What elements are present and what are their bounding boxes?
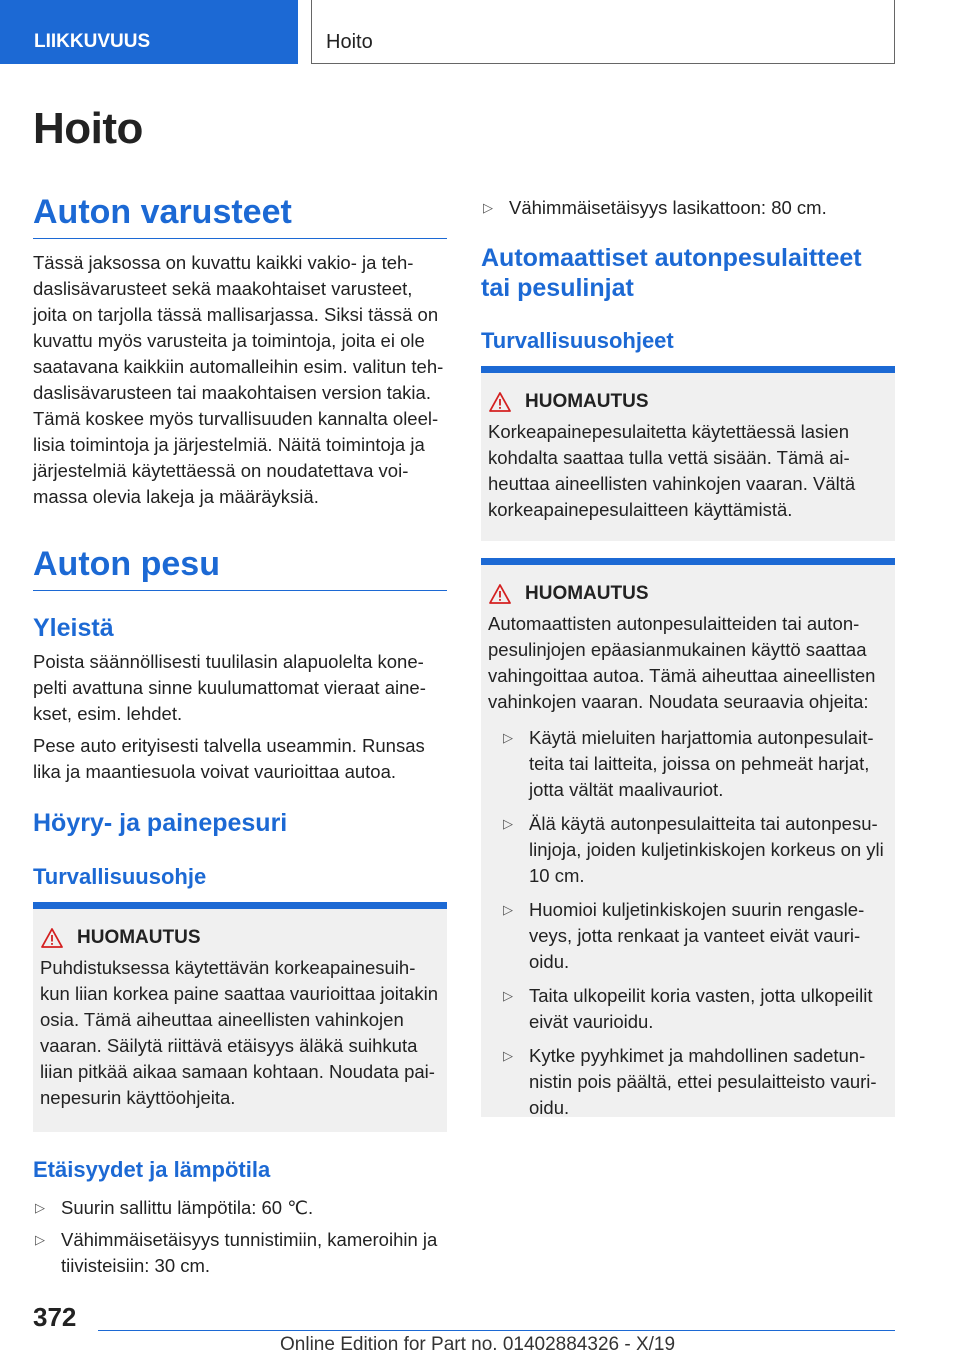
chapter-tab: LIIKKUVUUS (0, 0, 298, 64)
triangle-bullet-icon: ▷ (483, 200, 493, 215)
warning-note-automatic-wash (481, 558, 895, 1117)
paragraph-equipment: Tässä jaksossa on kuvattu kaikki vakio- ja tehdaslisävarusteet sekä maakohtaiset varusteet, joita on tarjolla tässä mallisarjassa. Siksi tässä on kuvattu myös varusteita ja toimintoja, joita ei ole saatavana kaikkiin automalleihin esim. valitun tehdaslisävarusteen tai maakohtaisen version takia. Tämä koskee myös turvallisuuden kannalta oleellisia toimintoja ja järjestelmiä. Näitä toimintoja ja järjestelmiä käytettäessä on noudatettava voimassa olevia lakeja ja määräyksiä. (33, 252, 444, 507)
triangle-bullet-icon: ▷ (35, 1232, 45, 1247)
note-label: HUOMAUTUS (77, 927, 201, 948)
list-item (501, 725, 887, 803)
automatic-wash-list (501, 725, 887, 1121)
list-item-text: Vähimmäisetäisyys lasikattoon: 80 cm. (509, 197, 827, 218)
triangle-bullet-icon: ▷ (503, 902, 513, 917)
section-header: Hoito (311, 0, 895, 64)
paragraph-general-2: Pese auto erityisesti talvella useammin. Runsas lika ja maantiesuola voivat vaurioittaa autoa. (33, 735, 425, 782)
heading-safety-notes: Turvallisuusohjeet (481, 328, 674, 353)
warning-note-pressure (33, 902, 447, 1132)
note-header (488, 583, 887, 605)
list-item (33, 1227, 447, 1279)
triangle-bullet-icon: ▷ (503, 816, 513, 831)
list-item-text: Kytke pyyhkimet ja mahdollinen sadetunnistin pois päältä, ettei pesulaitteisto vaurioidu. (529, 1045, 877, 1118)
triangle-bullet-icon: ▷ (503, 988, 513, 1003)
list-item (501, 811, 887, 889)
list-item-text: Käytä mieluiten harjattomia autonpesulaitteita tai laitteita, joissa on pehmeät harjat, jotta vältät maalivauriot. (529, 727, 874, 800)
edition-footer: Online Edition for Part no. 01402884326 - X/19 (280, 1334, 676, 1355)
triangle-bullet-icon: ▷ (503, 1048, 513, 1063)
heading-distances-temperature: Etäisyydet ja lämpötila (33, 1157, 271, 1182)
page-number: 372 (33, 1302, 77, 1332)
heading-equipment: Auton varusteet (33, 193, 447, 239)
note-text: Puhdistuksessa käytettävän korkeapainesuihkun liian korkea paine saattaa vaurioittaa joitakin osia. Tämä aiheuttaa aineellisten vahinkojen vaaran. Säilytä riittävä etäisyys äläkä suihkuta liian pitkää aikaa samaan kohtaan. Noudata painepesurin käyttöohjeita. (40, 957, 438, 1108)
list-item-text: Älä käytä autonpesulaitteita tai autonpesulinjoja, joiden kuljetinkiskojen korkeus on yli 10 cm. (529, 813, 884, 886)
footer-divider (98, 1330, 895, 1331)
list-item-text: Suurin sallittu lämpötila: 60 ℃. (61, 1197, 314, 1218)
list-item (33, 1195, 447, 1221)
heading-steam-pressure-washer: Höyry- ja painepesuri (33, 809, 288, 837)
warning-triangle-icon (489, 584, 511, 604)
warning-note-high-pressure (481, 366, 895, 541)
note-label: HUOMAUTUS (525, 583, 649, 604)
list-item-text: Taita ulkopeilit koria vasten, jotta ulkopeilit eivät vaurioidu. (529, 985, 873, 1032)
heading-safety-note: Turvallisuusohje (33, 864, 207, 889)
heading-general: Yleistä (33, 614, 114, 642)
heading-car-wash: Auton pesu (33, 545, 447, 591)
list-item (501, 897, 887, 975)
heading-automatic-car-wash: Automaattiset autonpesulaitteet tai pesulinjat (481, 244, 862, 302)
note-label: HUOMAUTUS (525, 391, 649, 412)
distance-list (33, 1195, 447, 1285)
glass-roof-list (481, 195, 895, 227)
list-item (481, 195, 895, 221)
note-text: Korkeapainepesulaitetta käytettäessä lasien kohdalta saattaa tulla vettä sisään. Tämä aiheuttaa aineellisten vahinkojen vaaran. Vältä korkeapainepesulaitteen käyttämistä. (488, 421, 856, 520)
warning-triangle-icon (489, 392, 511, 412)
list-item (501, 983, 887, 1035)
warning-triangle-icon (41, 928, 63, 948)
list-item-text: Vähimmäisetäisyys tunnistimiin, kameroihin ja tiivisteisiin: 30 cm. (61, 1229, 438, 1276)
list-item (501, 1043, 887, 1121)
note-text: Automaattisten autonpesulaitteiden tai autonpesulinjojen epäasianmukainen käyttö saattaa vahingoittaa autoa. Tämä aiheuttaa aineellisten vahinkojen vaaran. Noudata seuraavia ohjeita: (488, 613, 876, 712)
note-header (40, 927, 439, 949)
list-item-text: Huomioi kuljetinkiskojen suurin rengasleveys, jotta renkaat ja vanteet eivät vaurioidu. (529, 899, 865, 972)
paragraph-general-1: Poista säännöllisesti tuulilasin alapuolelta konepelti avattuna sinne kuulumattomat vieraat ainekset, esim. lehdet. (33, 651, 426, 724)
page-title: Hoito (33, 104, 143, 153)
triangle-bullet-icon: ▷ (35, 1200, 45, 1215)
triangle-bullet-icon: ▷ (503, 730, 513, 745)
note-header (488, 391, 887, 413)
